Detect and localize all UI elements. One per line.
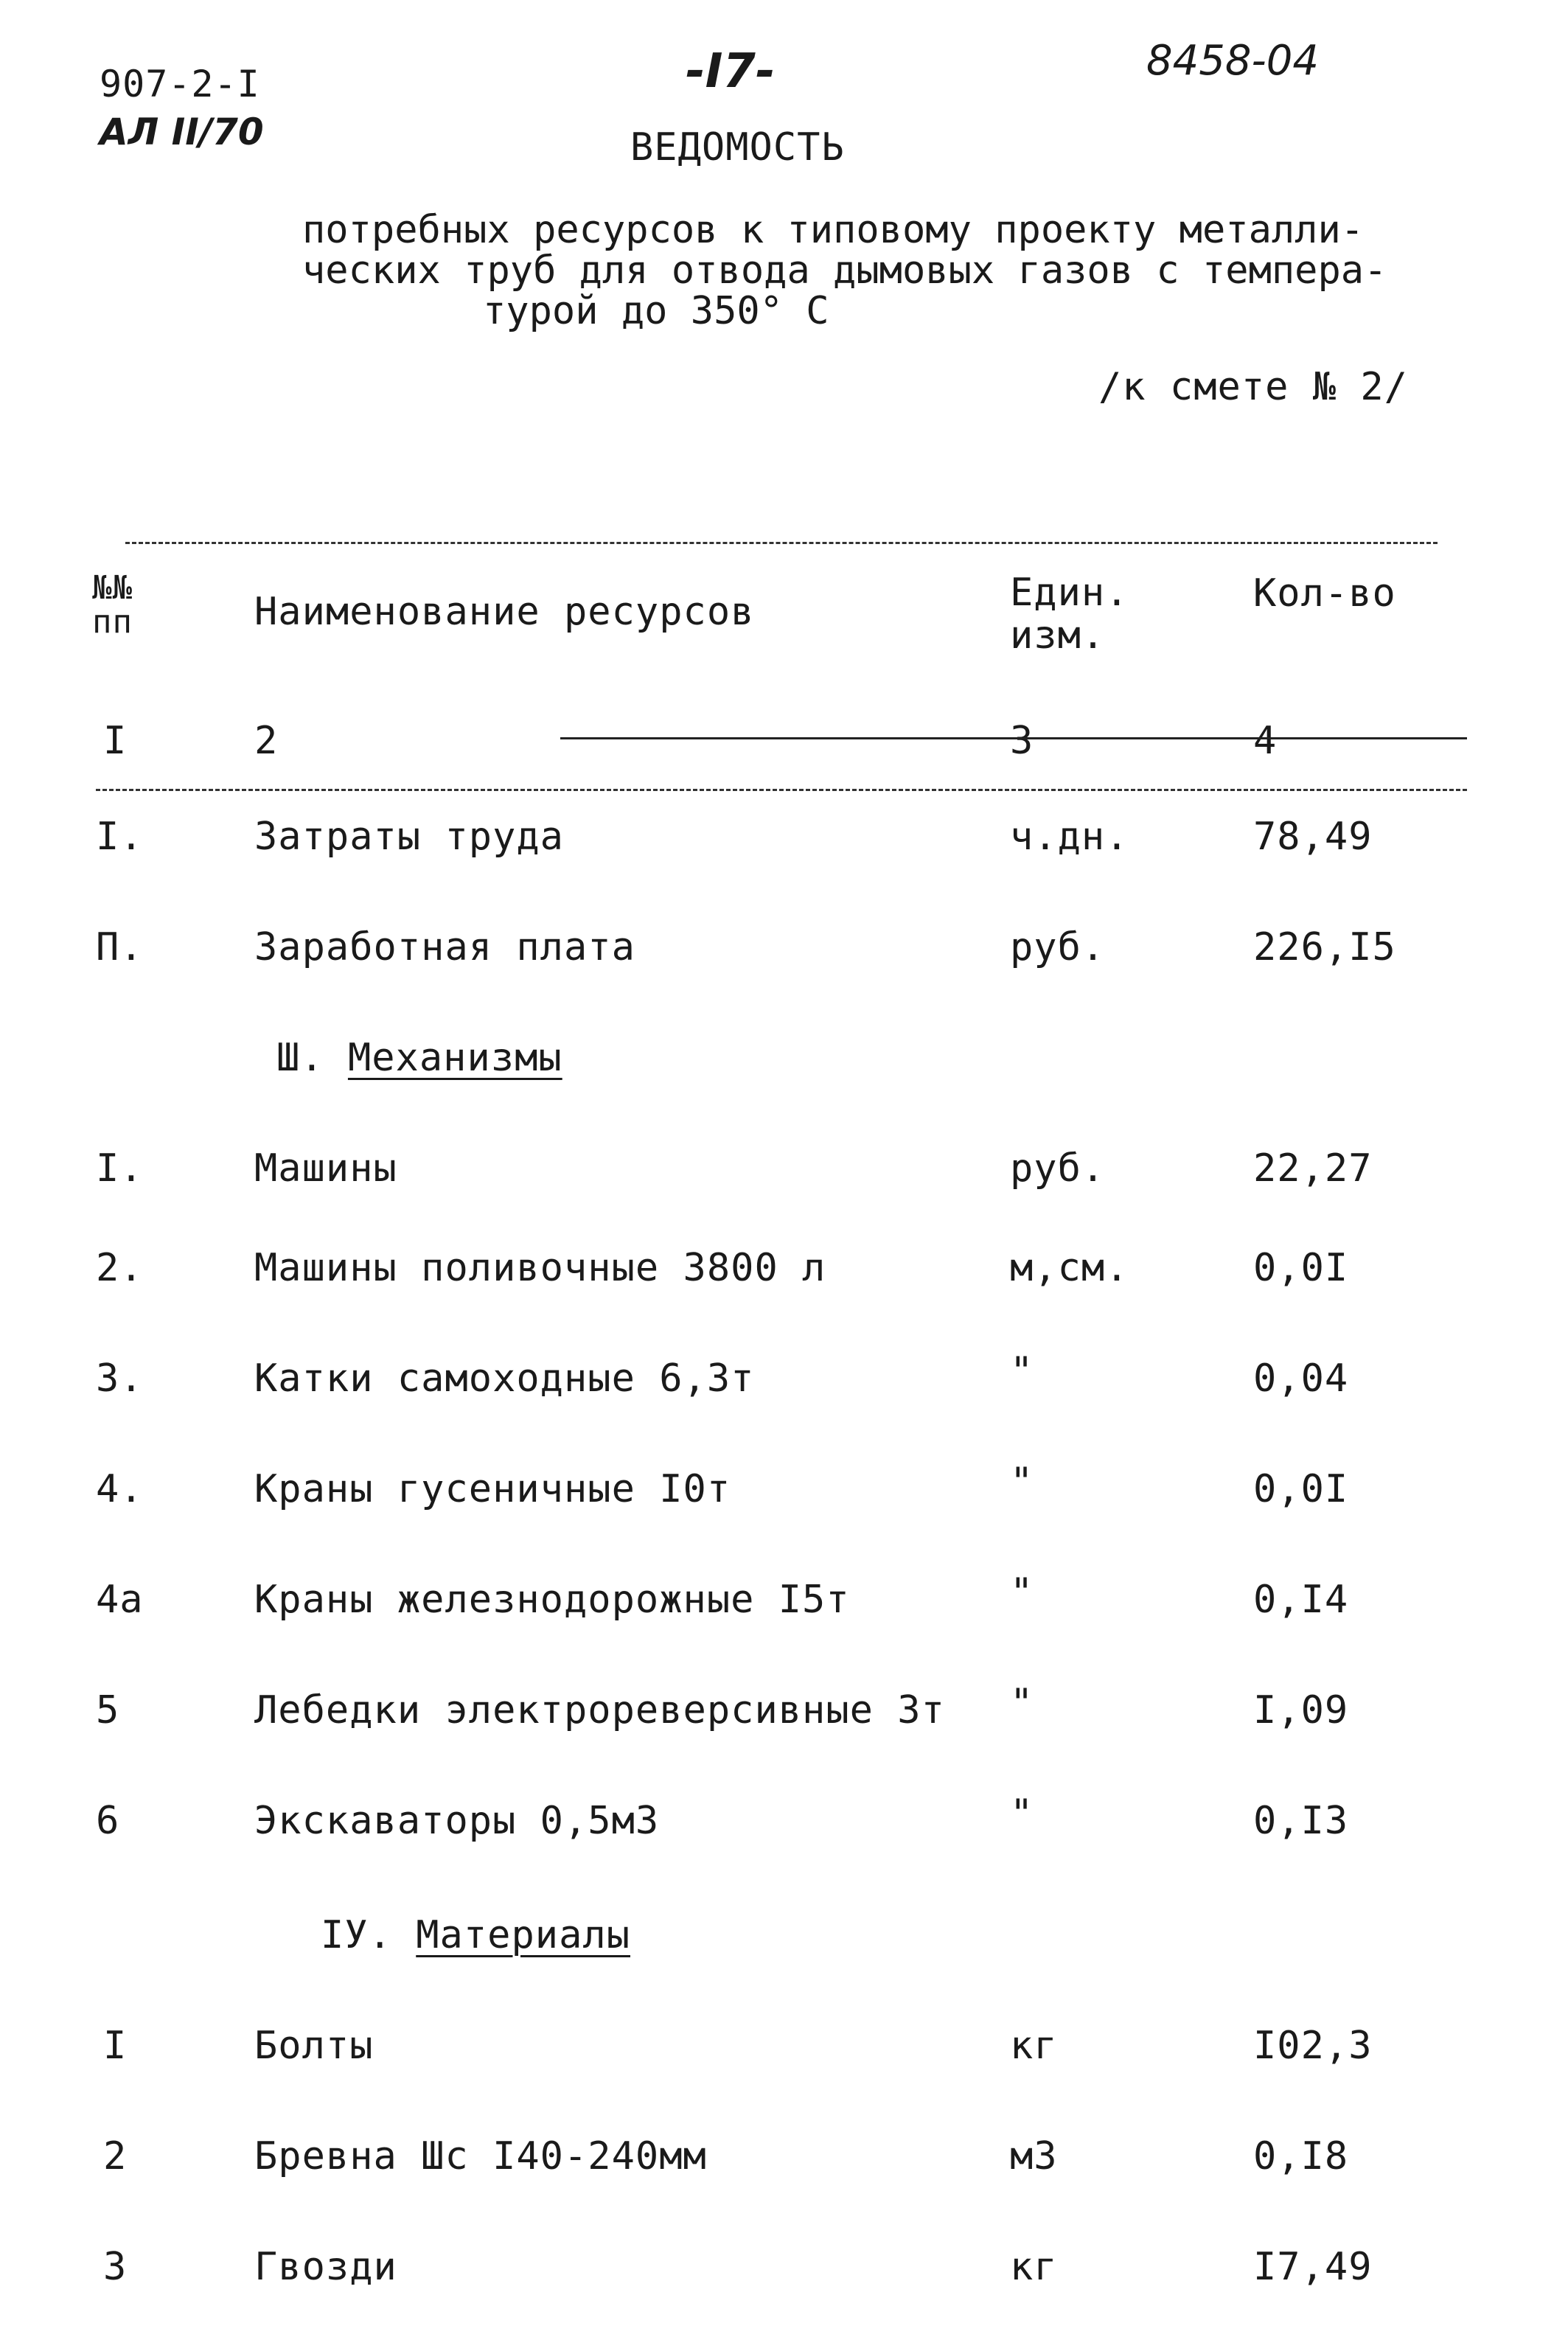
header-num-line1: №№ xyxy=(92,569,133,607)
row-num: I. xyxy=(96,815,144,859)
row-qty: 78,49 xyxy=(1253,815,1373,859)
mech-row-unit: " xyxy=(1010,1681,1034,1725)
header-bottom-rule xyxy=(96,789,1467,791)
subtitle-line-2: ческих труб для отвода дымовых газов с темпера- xyxy=(302,248,1387,293)
mech-row-name: Экскаваторы 0,5м3 xyxy=(254,1799,660,1843)
row-name: Заработная плата xyxy=(254,925,635,969)
table-top-rule xyxy=(125,542,1438,544)
material-row-num: 3 xyxy=(103,2245,128,2289)
section-mechanisms-label: Механизмы xyxy=(347,1036,562,1080)
mech-row-qty: 0,0I xyxy=(1253,1246,1349,1290)
mech-row-unit: " xyxy=(1010,1349,1034,1393)
col-number-1: I xyxy=(103,719,128,763)
document-code: 907-2-I xyxy=(100,63,260,105)
material-row-unit: кг xyxy=(1010,2024,1058,2068)
page-title: ВЕДОМОСТЬ xyxy=(630,125,845,170)
mech-row-unit: м,см. xyxy=(1010,1246,1129,1290)
section-mechanisms-num: Ш. xyxy=(276,1036,324,1080)
mech-row-unit: руб. xyxy=(1010,1146,1106,1191)
row-num: П. xyxy=(96,925,144,969)
mech-row-num: 5 xyxy=(96,1688,120,1732)
subtitle-line-3: турой до 350° С xyxy=(483,289,829,333)
col-number-rule xyxy=(560,737,1467,739)
mech-row-name: Краны гусеничные I0т xyxy=(254,1467,731,1511)
material-row-qty: I7,49 xyxy=(1253,2245,1373,2289)
row-unit: руб. xyxy=(1010,925,1106,969)
material-row-unit: м3 xyxy=(1010,2134,1058,2178)
section-mechanisms xyxy=(276,1036,562,1080)
mech-row-name: Катки самоходные 6,3т xyxy=(254,1356,755,1401)
material-row-name: Болты xyxy=(254,2024,374,2068)
mech-row-num: 3. xyxy=(96,1356,144,1401)
mech-row-name: Машины xyxy=(254,1146,397,1191)
mech-row-num: 4. xyxy=(96,1467,144,1511)
col-number-4: 4 xyxy=(1253,719,1278,763)
mech-row-qty: 22,27 xyxy=(1253,1146,1373,1191)
handwritten-code: АЛ II/70 xyxy=(100,111,264,153)
mech-row-unit: " xyxy=(1010,1460,1034,1504)
mech-row-name: Машины поливочные 3800 л xyxy=(254,1246,826,1290)
mech-row-qty: 0,I4 xyxy=(1253,1578,1349,1622)
header-qty: Кол-во xyxy=(1253,571,1396,616)
mech-row-unit: " xyxy=(1010,1791,1034,1836)
section-materials-label: Материалы xyxy=(416,1913,630,1957)
material-row-qty: 0,I8 xyxy=(1253,2134,1349,2178)
mech-row-name: Лебедки электрореверсивные 3т xyxy=(254,1688,945,1732)
row-unit: ч.дн. xyxy=(1010,815,1129,859)
header-num-line2: пп xyxy=(92,603,133,641)
col-number-2: 2 xyxy=(254,719,279,763)
handwritten-number: 8458-04 xyxy=(1146,37,1319,85)
mech-row-num: I. xyxy=(96,1146,144,1191)
section-materials xyxy=(321,1913,630,1957)
mech-row-num: 6 xyxy=(96,1799,120,1843)
header-name: Наименование ресурсов xyxy=(254,590,755,634)
header-num xyxy=(92,571,133,639)
col-number-3: 3 xyxy=(1010,719,1034,763)
mech-row-num: 2. xyxy=(96,1246,144,1290)
material-row-name: Гвозди xyxy=(254,2245,397,2289)
mech-row-qty: 0,I3 xyxy=(1253,1799,1349,1843)
material-row-name: Бревна Шс I40-240мм xyxy=(254,2134,707,2178)
mech-row-qty: 0,04 xyxy=(1253,1356,1349,1401)
header-unit xyxy=(1010,571,1129,657)
header-unit-line1: Един. xyxy=(1010,571,1129,615)
material-row-unit: кг xyxy=(1010,2245,1058,2289)
estimate-reference: /к смете № 2/ xyxy=(1098,365,1408,409)
material-row-num: 2 xyxy=(103,2134,128,2178)
page-number: -I7- xyxy=(686,44,776,99)
mech-row-num: 4а xyxy=(96,1578,144,1622)
mech-row-qty: I,09 xyxy=(1253,1688,1349,1732)
row-name: Затраты труда xyxy=(254,815,564,859)
header-unit-line2: изм. xyxy=(1010,613,1106,658)
mech-row-name: Краны железнодорожные I5т xyxy=(254,1578,850,1622)
mech-row-unit: " xyxy=(1010,1570,1034,1615)
section-materials-num: IУ. xyxy=(321,1913,392,1957)
subtitle-line-1: потребных ресурсов к типовому проекту металли- xyxy=(302,208,1365,252)
material-row-num: I xyxy=(103,2024,128,2068)
mech-row-qty: 0,0I xyxy=(1253,1467,1349,1511)
row-qty: 226,I5 xyxy=(1253,925,1396,969)
material-row-qty: I02,3 xyxy=(1253,2024,1373,2068)
